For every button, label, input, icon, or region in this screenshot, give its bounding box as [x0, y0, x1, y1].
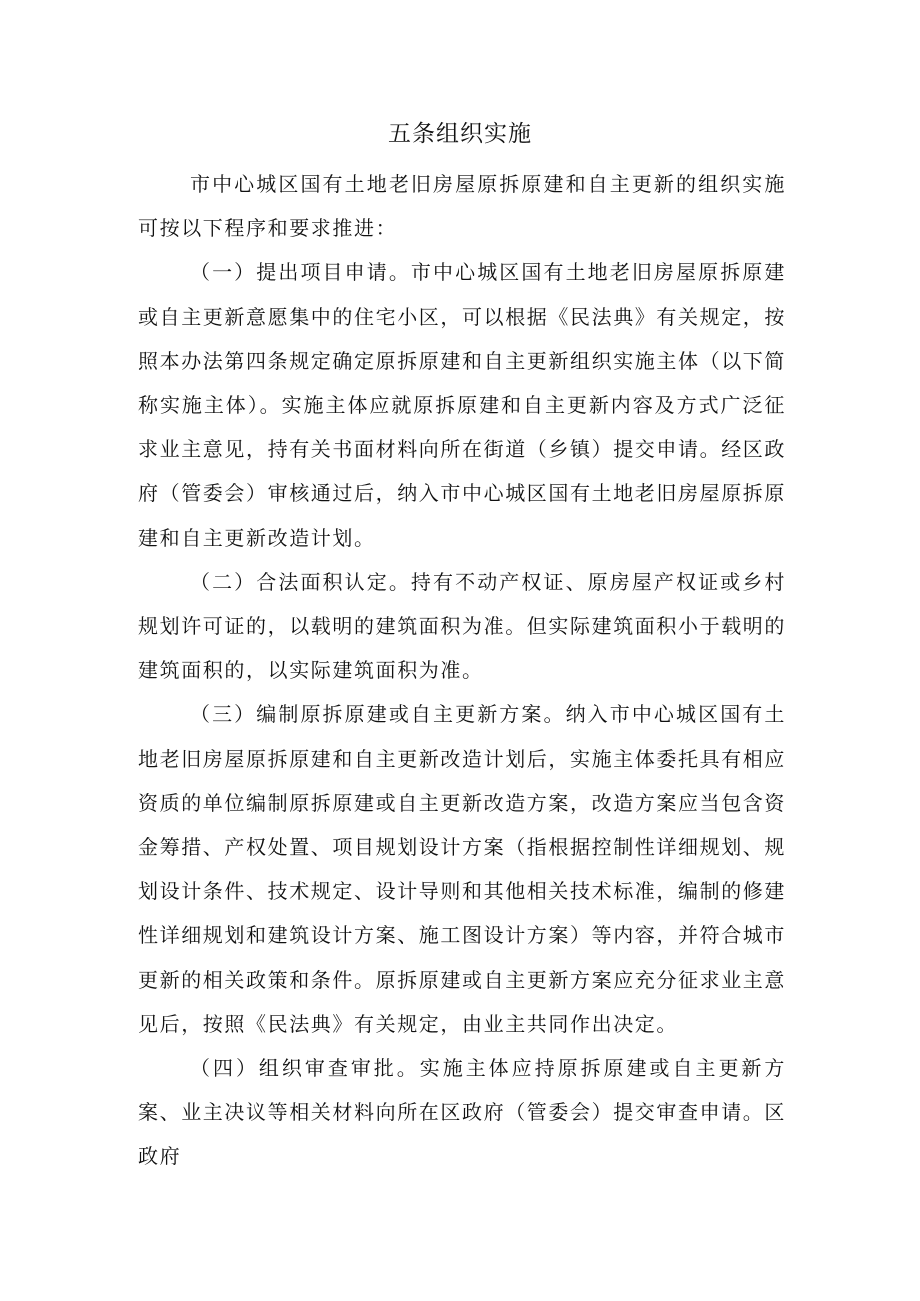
section-title: 五条组织实施 — [388, 121, 532, 147]
document-body — [138, 162, 786, 1179]
paragraph-item-2: （二）合法面积认定。持有不动产权证、原房屋产权证或乡村规划许可证的，以载明的建筑面积为准。但实际建筑面积小于载明的建筑面积的，以实际建筑面积为准。 — [138, 569, 786, 683]
paragraph-item-4: （四）组织审查审批。实施主体应持原拆原建或自主更新方案、业主决议等相关材料向所在区政府（管委会）提交审查申请。区政府 — [138, 1056, 786, 1169]
paragraph-intro: 市中心城区国有土地老旧房屋原拆原建和自主更新的组织实施可按以下程序和要求推进： — [138, 172, 786, 241]
paragraph-item-1: （一）提出项目申请。市中心城区国有土地老旧房屋原拆原建或自主更新意愿集中的住宅小区，可以根据《民法典》有关规定，按照本办法第四条规定确定原拆原建和自主更新组织实施主体（以下简称实施主体）。实施主体应就原拆原建和自主更新内容及方式广泛征求业主意见，持有关书面材料向所在街道（乡镇）提交申请。经区政府（管委会）审核通过后，纳入市中心城区国有土地老旧房屋原拆原建和自主更新改造计划。 — [138, 260, 786, 550]
paragraph-item-3: （三）编制原拆原建或自主更新方案。纳入市中心城区国有土地老旧房屋原拆原建和自主更新改造计划后，实施主体委托具有相应资质的单位编制原拆原建或自主更新改造方案，改造方案应当包含资金筹措、产权处置、项目规划设计方案（指根据控制性详细规划、规划设计条件、技术规定、设计导则和其他相关技术标准，编制的修建性详细规划和建筑设计方案、施工图设计方案）等内容，并符合城市更新的相关政策和条件。原拆原建或自主更新方案应充分征求业主意见后，按照《民法典》有关规定，由业主共同作出决定。 — [138, 702, 786, 1036]
